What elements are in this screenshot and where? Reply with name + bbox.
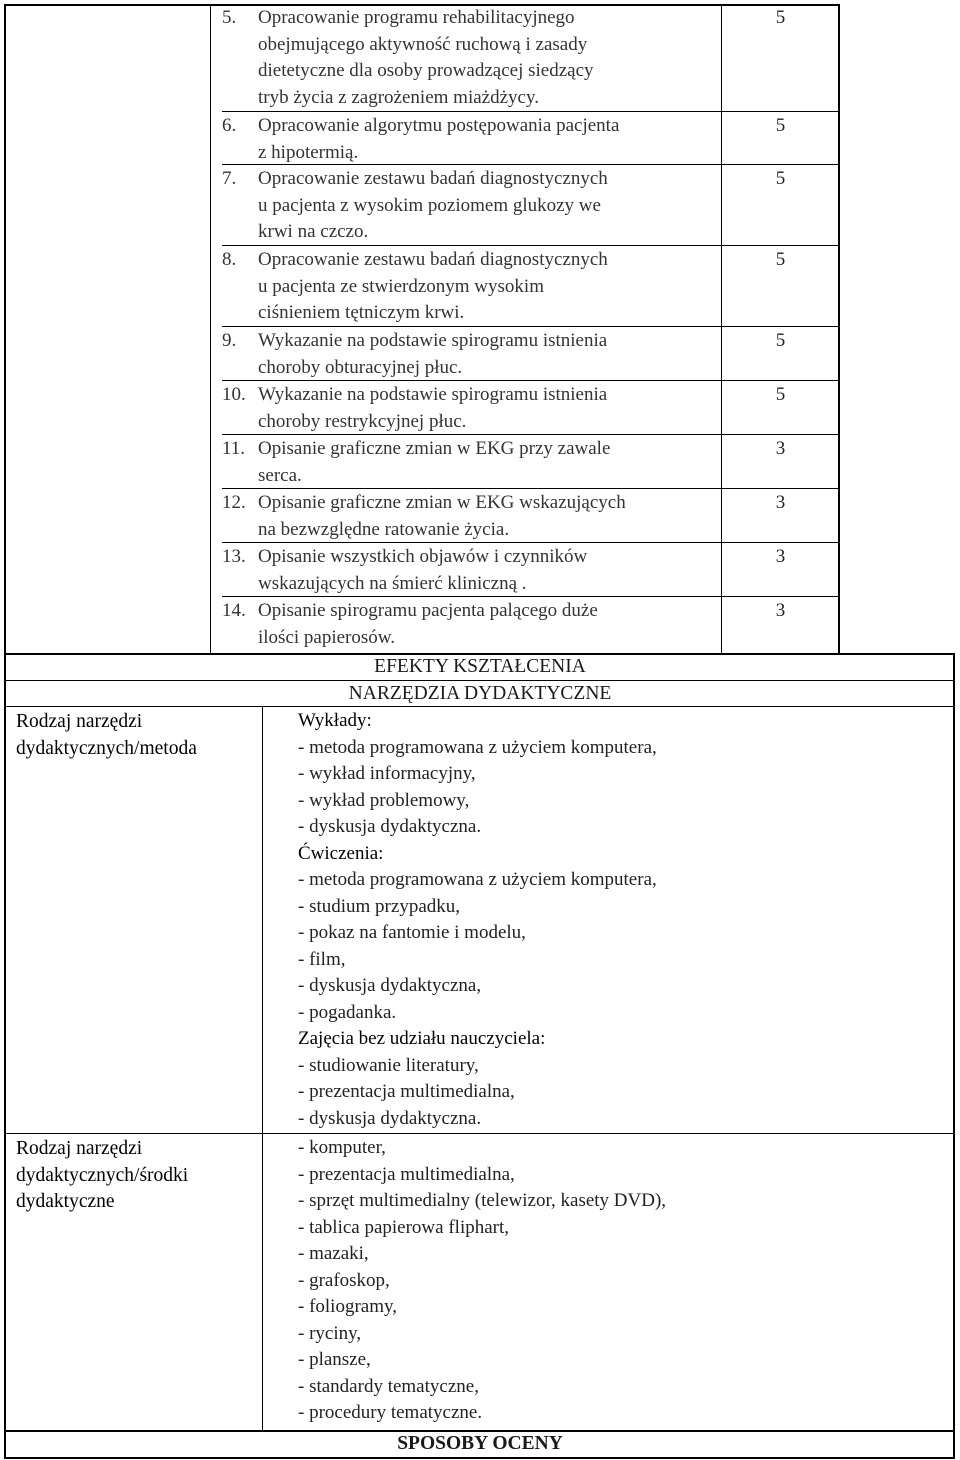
item-number: 9. <box>222 330 237 351</box>
item-line: krwi na czczo. <box>258 221 369 242</box>
item-number: 6. <box>222 115 237 136</box>
methods-label <box>16 709 256 762</box>
item-score: 5 <box>775 7 786 28</box>
list-item: - prezentacja multimedialna, <box>298 1081 515 1102</box>
item-line: obejmującego aktywność ruchową i zasady <box>258 33 588 55</box>
list-item: - standardy tematyczne, <box>298 1375 479 1397</box>
methods-label-line: dydaktycznych/metoda <box>16 737 197 759</box>
list-item: - sprzęt multimedialny (telewizor, kasety DVD), <box>298 1190 667 1211</box>
row-sep-score-6 <box>722 434 839 435</box>
row-sep-score-1 <box>722 111 839 112</box>
item-line: Opisanie graficzne zmian w EKG wskazujących <box>258 492 626 513</box>
row-sep-5 <box>222 111 722 112</box>
table-border-left <box>4 4 6 1459</box>
list-item: - mazaki, <box>298 1243 369 1264</box>
item-number: 7. <box>222 168 237 189</box>
item-line: Opisanie graficzne zmian w EKG przy zawale <box>258 438 611 459</box>
item-number: 5. <box>222 7 237 28</box>
tools-list <box>298 1135 858 1427</box>
list-item: - ryciny, <box>298 1322 362 1344</box>
table-border-right <box>953 653 955 1459</box>
item-score: 3 <box>775 600 786 621</box>
row-sep-score-9 <box>722 596 839 597</box>
cwiczenia-title: Ćwiczenia: <box>298 842 384 864</box>
narzedzia-header: NARZĘDZIA DYDAKTYCZNE <box>348 683 612 704</box>
tools-label-line: dydaktycznych/środki <box>16 1164 189 1186</box>
item-line: dietetyczne dla osoby prowadzącej siedzący <box>258 60 594 81</box>
column-divider-left <box>210 4 211 653</box>
item-line: na bezwzględne ratowanie życia. <box>258 518 510 540</box>
list-item: - pogadanka. <box>298 1001 397 1023</box>
list-item: - studiowanie literatury, <box>298 1054 479 1076</box>
item-score: 3 <box>775 492 786 513</box>
methods-label-line: Rodzaj narzędzi <box>16 711 143 732</box>
tools-label <box>16 1136 256 1216</box>
item-line: Opisanie spirogramu pacjenta palącego duże <box>258 600 598 621</box>
item-score: 3 <box>775 546 786 567</box>
methods-list <box>298 708 858 1132</box>
list-item: - metoda programowana z użyciem komputera, <box>298 869 657 890</box>
item-line: tryb życia z zagrożeniem miażdżycy. <box>258 86 539 108</box>
tools-label-line: Rodzaj narzędzi <box>16 1138 143 1159</box>
list-item: - film, <box>298 948 346 970</box>
item-number: 10. <box>222 384 246 405</box>
sposoby-header: SPOSOBY OCENY <box>397 1433 563 1454</box>
item-line: Opracowanie zestawu badań diagnostycznych <box>258 249 608 270</box>
item-score: 3 <box>775 438 786 459</box>
list-item: - tablica papierowa fliphart, <box>298 1216 510 1238</box>
row-sep-score-5 <box>722 380 839 381</box>
item-score: 5 <box>775 168 786 189</box>
item-line: ciśnieniem tętniczym krwi. <box>258 302 465 323</box>
item-number: 14. <box>222 600 246 621</box>
list-item: - grafoskop, <box>298 1269 390 1291</box>
item-line: serca. <box>258 464 302 486</box>
list-item: - komputer, <box>298 1137 386 1158</box>
list-item: - dyskusja dydaktyczna. <box>298 1107 482 1129</box>
list-item: - procedury tematyczne. <box>298 1402 483 1423</box>
item-line: u pacjenta z wysokim poziomem glukozy we <box>258 194 601 216</box>
list-item: - prezentacja multimedialna, <box>298 1163 515 1185</box>
row-sep-score-3 <box>722 245 839 246</box>
efekty-header: EFEKTY KSZTAŁCENIA <box>374 656 586 677</box>
list-item: - pokaz na fantomie i modelu, <box>298 922 526 943</box>
item-line: choroby obturacyjnej płuc. <box>258 356 463 378</box>
item-line: Opisanie wszystkich objawów i czynników <box>258 546 588 567</box>
item-number: 8. <box>222 249 237 270</box>
list-item: - plansze, <box>298 1349 371 1370</box>
item-line: Wykazanie na podstawie spirogramu istnienia <box>258 330 608 351</box>
item-line: Wykazanie na podstawie spirogramu istnienia <box>258 384 608 405</box>
hr-tools-top <box>4 1133 955 1134</box>
list-item: - dyskusja dydaktyczna, <box>298 975 482 996</box>
section-divider-methods <box>262 706 263 1430</box>
list-item: - wykład problemowy, <box>298 789 470 811</box>
zajecia-title: Zajęcia bez udziału nauczyciela: <box>298 1028 546 1049</box>
list-item: - foliogramy, <box>298 1296 398 1317</box>
item-line: Opracowanie programu rehabilitacyjnego <box>258 7 575 28</box>
item-score: 5 <box>775 115 786 136</box>
list-item: - wykład informacyjny, <box>298 763 476 784</box>
list-item: - metoda programowana z użyciem komputera, <box>298 736 657 758</box>
row-sep-score-4 <box>722 326 839 327</box>
wyklady-title: Wykłady: <box>298 710 372 731</box>
item-line: Opracowanie algorytmu postępowania pacjenta <box>258 115 620 136</box>
item-number: 11. <box>222 438 246 459</box>
tools-label-line: dydaktyczne <box>16 1191 115 1212</box>
item-line: ilości papierosów. <box>258 626 396 648</box>
row-sep-score-8 <box>722 542 839 543</box>
row-sep-score-2 <box>722 164 839 165</box>
item-number: 13. <box>222 546 246 567</box>
item-score: 5 <box>775 384 786 405</box>
item-line: z hipotermią. <box>258 141 359 163</box>
item-number: 12. <box>222 492 246 513</box>
item-score: 5 <box>775 330 786 351</box>
table-border-bottom <box>4 1457 955 1459</box>
list-item: - dyskusja dydaktyczna. <box>298 816 482 837</box>
item-line: wskazujących na śmierć kliniczną . <box>258 572 527 594</box>
list-item: - studium przypadku, <box>298 895 461 917</box>
item-line: choroby restrykcyjnej płuc. <box>258 410 467 432</box>
item-score: 5 <box>775 249 786 270</box>
row-sep-score-7 <box>722 488 839 489</box>
item-line: Opracowanie zestawu badań diagnostycznych <box>258 168 608 189</box>
item-line: u pacjenta ze stwierdzonym wysokim <box>258 275 544 297</box>
